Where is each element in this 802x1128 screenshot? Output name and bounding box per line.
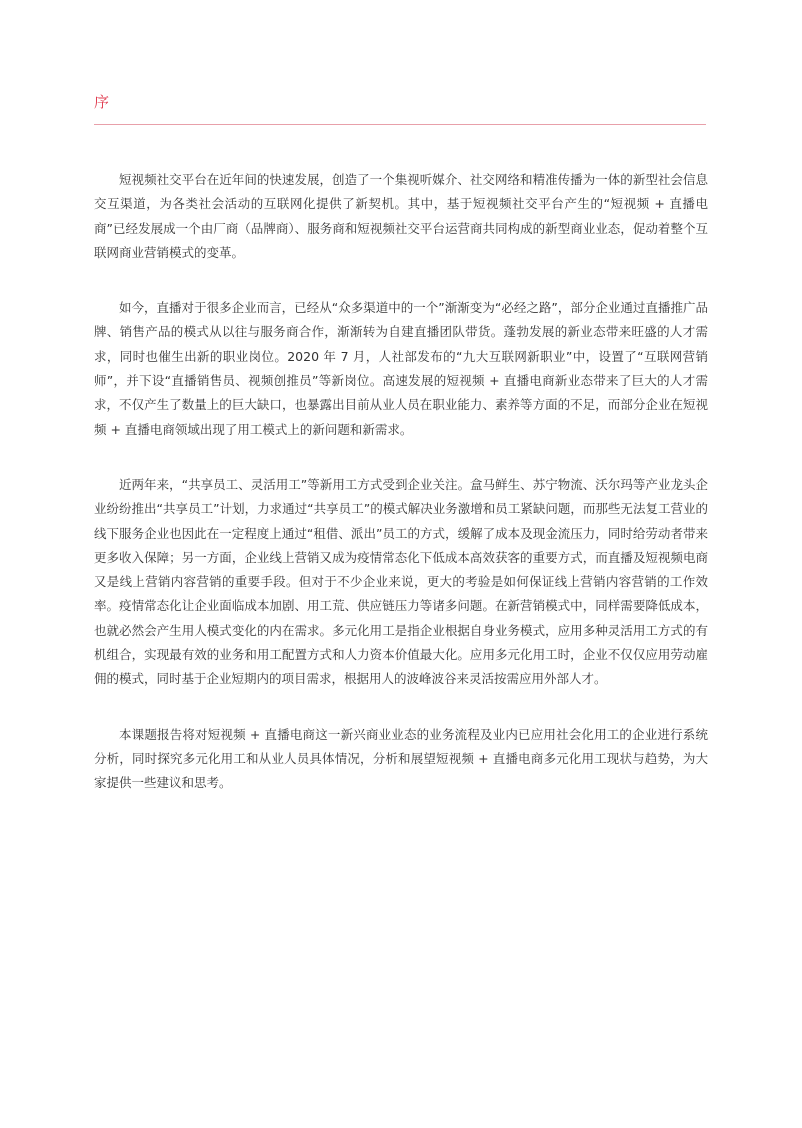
section-heading: 序 [94, 93, 110, 111]
paragraph-4: 本课题报告将对短视频 + 直播电商这一新兴商业业态的业务流程及业内已应用社会化用工的企业进行系统分析，同时探究多元化用工和从业人员具体情况，分析和展望短视频 + 直播电商多元化用工现状与趋势，为大家提供一些建议和思考。 [94, 726, 708, 791]
paragraph-2: 如今，直播对于很多企业而言，已经从“众多渠道中的一个”渐渐变为“必经之路”，部分企业通过直播推广品牌、销售产品的模式从以往与服务商合作，渐渐转为自建直播团队带货。蓬勃发展的新业态带来旺盛的人才需求，同时也催生出新的职业岗位。2020 年 7 月，人社部发布的“九大互联网新职业”中，设置了“互联网营销师”，并下设“直播销售员、视频创推员”等新岗位。高速发展的短视频 + 直播电商新业态带来了巨大的人才需求，不仅产生了数量上的巨大缺口，也暴露出目前从业人员在职业能力、素养等方面的不足，而部分企业在短视频 + 直播电商领域出现了用工模式上的新问题和新需求。 [94, 300, 708, 437]
heading-divider [94, 124, 706, 125]
body-text [94, 168, 708, 827]
paragraph-1: 短视频社交平台在近年间的快速发展，创造了一个集视听媒介、社交网络和精准传播为一体的新型社会信息交互渠道，为各类社会活动的互联网化提供了新契机。其中，基于短视频社交平台产生的“短视频 + 直播电商”已经发展成一个由厂商（品牌商）、服务商和短视频社交平台运营商共同构成的新型商业业态，促动着整个互联网商业营销模式的变革。 [94, 172, 708, 260]
paragraph-3: 近两年来，“共享员工、灵活用工”等新用工方式受到企业关注。盒马鲜生、苏宁物流、沃尔玛等产业龙头企业纷纷推出“共享员工”计划，力求通过“共享员工”的模式解决业务激增和员工紧缺问题，而那些无法复工营业的线下服务企业也因此在一定程度上通过“租借、派出”员工的方式，缓解了成本及现金流压力，同时给劳动者带来更多收入保障；另一方面，企业线上营销又成为疫情常态化下低成本高效获客的重要方式，而直播及短视频电商又是线上营销内容营销的重要手段。但对于不少企业来说，更大的考验是如何保证线上营销内容营销的工作效率。疫情常态化让企业面临成本加剧、用工荒、供应链压力等诸多问题。在新营销模式中，同样需要降低成本，也就必然会产生用人模式变化的内在需求。多元化用工是指企业根据自身业务模式，应用多种灵活用工方式的有机组合，实现最有效的业务和用工配置方式和人力资本价值最大化。应用多元化用工时，企业不仅仅应用劳动雇佣的模式，同时基于企业短期内的项目需求，根据用人的波峰波谷来灵活按需应用外部人才。 [94, 476, 708, 687]
